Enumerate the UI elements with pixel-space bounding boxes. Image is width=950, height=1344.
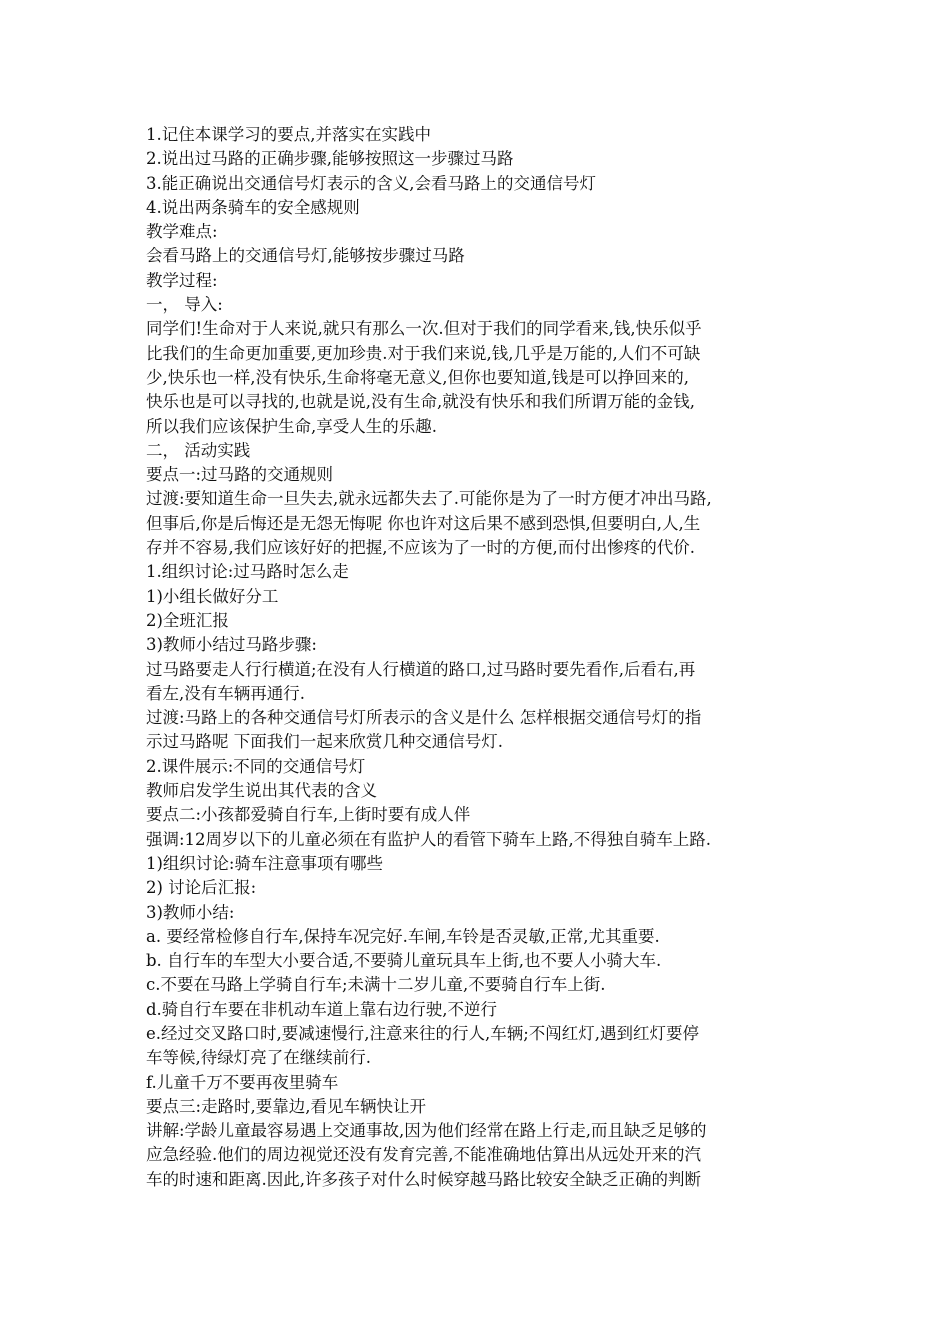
text-line: 强调:12周岁以下的儿童必须在有监护人的看管下骑车上路,不得独自骑车上路. bbox=[146, 829, 712, 849]
text-line: 所以我们应该保护生命,享受人生的乐趣. bbox=[146, 416, 437, 436]
text-line: 教师启发学生说出其代表的含义 bbox=[146, 781, 377, 801]
text-line: 快乐也是可以寻找的,也就是说,没有生命,就没有快乐和我们所谓万能的金钱, bbox=[146, 392, 695, 412]
text-line: 过渡:要知道生命一旦失去,就永远都失去了.可能你是为了一时方便才冲出马路, bbox=[146, 489, 712, 509]
text-line: 1)组织讨论:骑车注意事项有哪些 bbox=[146, 853, 383, 873]
text-line: 会看马路上的交通信号灯,能够按步骤过马路 bbox=[146, 246, 465, 266]
text-line: 过渡:马路上的各种交通信号灯所表示的含义是什么 怎样根据交通信号灯的指 bbox=[146, 708, 702, 728]
text-line: 要点二:小孩都爱骑自行车,上街时要有成人伴 bbox=[146, 805, 471, 825]
text-line: 车等候,待绿灯亮了在继续前行. bbox=[146, 1048, 371, 1068]
text-line: 1.记住本课学习的要点,并落实在实践中 bbox=[146, 125, 431, 144]
document-body bbox=[146, 123, 816, 1192]
text-line: a. 要经常检修自行车,保持车况完好.车闸,车铃是否灵敏,正常,尤其重要. bbox=[146, 926, 660, 946]
text-line: 一， 导入: bbox=[146, 295, 223, 315]
text-line: c.不要在马路上学骑自行车;未满十二岁儿童,不要骑自行车上街. bbox=[146, 975, 606, 995]
text-line: b. 自行车的车型大小要合适,不要骑儿童玩具车上街,也不要人小骑大车. bbox=[146, 951, 662, 971]
text-line: 3)教师小结: bbox=[146, 902, 235, 922]
text-line: 1.组织讨论:过马路时怎么走 bbox=[146, 562, 349, 582]
text-line: 过马路要走人行行横道;在没有人行横道的路口,过马路时要先看作,后看右,再 bbox=[146, 659, 696, 679]
text-line: 2)全班汇报 bbox=[146, 610, 229, 630]
text-line: 教学难点: bbox=[146, 222, 218, 242]
text-line: 同学们!生命对于人来说,就只有那么一次.但对于我们的同学看来,钱,快乐似乎 bbox=[146, 319, 702, 339]
text-line: 少,快乐也一样,没有快乐,生命将毫无意义,但你也要知道,钱是可以挣回来的, bbox=[146, 367, 689, 387]
text-line: 2) 讨论后汇报: bbox=[146, 878, 257, 898]
text-line: 讲解:学龄儿童最容易遇上交通事故,因为他们经常在路上行走,而且缺乏足够的 bbox=[146, 1121, 707, 1141]
text-line: 要点三:走路时,要靠边,看见车辆快让开 bbox=[146, 1096, 427, 1116]
text-line: 示过马路呢 下面我们一起来欣赏几种交通信号灯. bbox=[146, 732, 503, 752]
text-line: 但事后,你是后悔还是无怨无悔呢 你也许对这后果不感到恐惧,但要明白,人,生 bbox=[146, 513, 701, 533]
text-line: 车的时速和距离.因此,许多孩子对什么时候穿越马路比较安全缺乏正确的判断 bbox=[146, 1169, 701, 1189]
text-line: 看左,没有车辆再通行. bbox=[146, 683, 305, 703]
text-line: 2.课件展示:不同的交通信号灯 bbox=[146, 756, 366, 776]
text-line: 4.说出两条骑车的安全感规则 bbox=[146, 197, 360, 217]
text-line: 二， 活动实践 bbox=[146, 440, 251, 460]
text-line: 3)教师小结过马路步骤: bbox=[146, 635, 317, 655]
text-line: 应急经验.他们的周边视觉还没有发育完善,不能准确地估算出从远处开来的汽 bbox=[146, 1145, 701, 1165]
text-line: 比我们的生命更加重要,更加珍贵.对于我们来说,钱,几乎是万能的,人们不可缺 bbox=[146, 343, 701, 363]
text-line: 存并不容易,我们应该好好的把握,不应该为了一时的方便,而付出惨疼的代价. bbox=[146, 538, 695, 558]
text-line: 3.能正确说出交通信号灯表示的含义,会看马路上的交通信号灯 bbox=[146, 173, 596, 193]
text-line: 教学过程: bbox=[146, 270, 218, 290]
text-line: 要点一:过马路的交通规则 bbox=[146, 465, 334, 485]
text-line: 2.说出过马路的正确步骤,能够按照这一步骤过马路 bbox=[146, 149, 514, 169]
text-line: 1)小组长做好分工 bbox=[146, 586, 279, 606]
text-line: e.经过交叉路口时,要减速慢行,注意来往的行人,车辆;不闯红灯,遇到红灯要停 bbox=[146, 1023, 700, 1043]
text-line: f.儿童千万不要再夜里骑车 bbox=[146, 1072, 339, 1092]
text-line: d.骑自行车要在非机动车道上靠右边行驶,不逆行 bbox=[146, 999, 498, 1019]
